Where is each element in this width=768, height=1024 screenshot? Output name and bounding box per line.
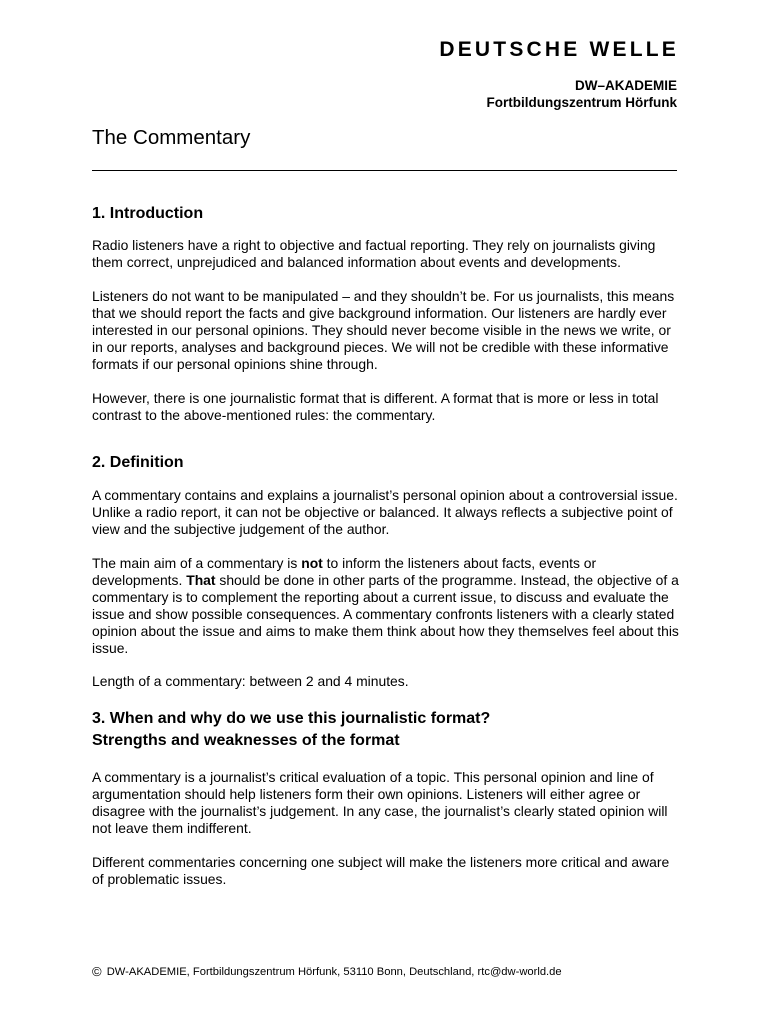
paragraph-text: to inform the listeners about facts, events or developments. (92, 555, 597, 588)
document-title: The Commentary (92, 126, 251, 149)
section-3-heading-line-2: Strengths and weaknesses of the format (92, 732, 400, 749)
section-2-paragraph-1: A commentary contains and explains a journalist’s personal opinion about a controversial issue. Unlike a radio report, it can not be objective or balanced. It always reflects a subjective point of view and the subjective judgement of the author. (92, 487, 678, 537)
section-1-paragraph-2: Listeners do not want to be manipulated – and they shouldn’t be. For us journalists, this means that we should report the facts and give background information. Our listeners are hardly ever interested in our personal opinions. They should never become visible in the news we write, or in our reports, analyses and background pieces. We will not be credible with these informative formats if our personal opinions shine through. (92, 288, 675, 372)
emphasis-that: That (186, 572, 216, 588)
brand-wordmark: DEUTSCHE WELLE (439, 38, 679, 61)
page-footer (92, 964, 562, 979)
document-body (92, 203, 682, 888)
paragraph-text: should be done in other parts of the programme. Instead, the objective of a commentary is to complement the reporting about a current issue, to discuss and evaluate the issue and show possible consequences. A commentary confronts listeners with a clearly stated opinion about the issue and aims to make them think about how they themselves feel about this issue. (92, 572, 679, 656)
section-3-paragraph-1: A commentary is a journalist’s critical evaluation of a topic. This personal opinion and line of argumentation should help listeners form their own opinions. Listeners will either agree or disagree with the journalist’s judgement. In any case, the journalist’s clearly stated opinion will not leave them indifferent. (92, 769, 668, 836)
footer-text: DW-AKADEMIE, Fortbildungszentrum Hörfunk, 53110 Bonn, Deutschland, rtc@dw-world.de (106, 966, 562, 978)
section-2-paragraph-2 (92, 555, 682, 657)
organization-department: Fortbildungszentrum Hörfunk (486, 95, 677, 110)
paragraph-text: The main aim of a commentary is (92, 555, 302, 571)
emphasis-not: not (301, 555, 323, 571)
section-1-paragraph-3: However, there is one journalistic format that is different. A format that is more or less in total contrast to the above-mentioned rules: the commentary. (92, 390, 659, 423)
section-3-paragraph-2: Different commentaries concerning one subject will make the listeners more critical and aware of problematic issues. (92, 854, 670, 887)
section-1-paragraph-1: Radio listeners have a right to objective and factual reporting. They rely on journalists giving them correct, unprejudiced and balanced information about events and developments. (92, 237, 656, 270)
section-1-heading: 1. Introduction (92, 205, 204, 222)
copyright-symbol: © (92, 964, 102, 979)
organization-block (487, 77, 677, 111)
organization-name: DW–AKADEMIE (574, 78, 677, 93)
section-2-heading: 2. Definition (92, 454, 184, 471)
title-divider (92, 170, 677, 171)
section-2-paragraph-3: Length of a commentary: between 2 and 4 minutes. (92, 673, 409, 689)
section-3-heading-line-1: 3. When and why do we use this journalistic format? (92, 710, 491, 727)
